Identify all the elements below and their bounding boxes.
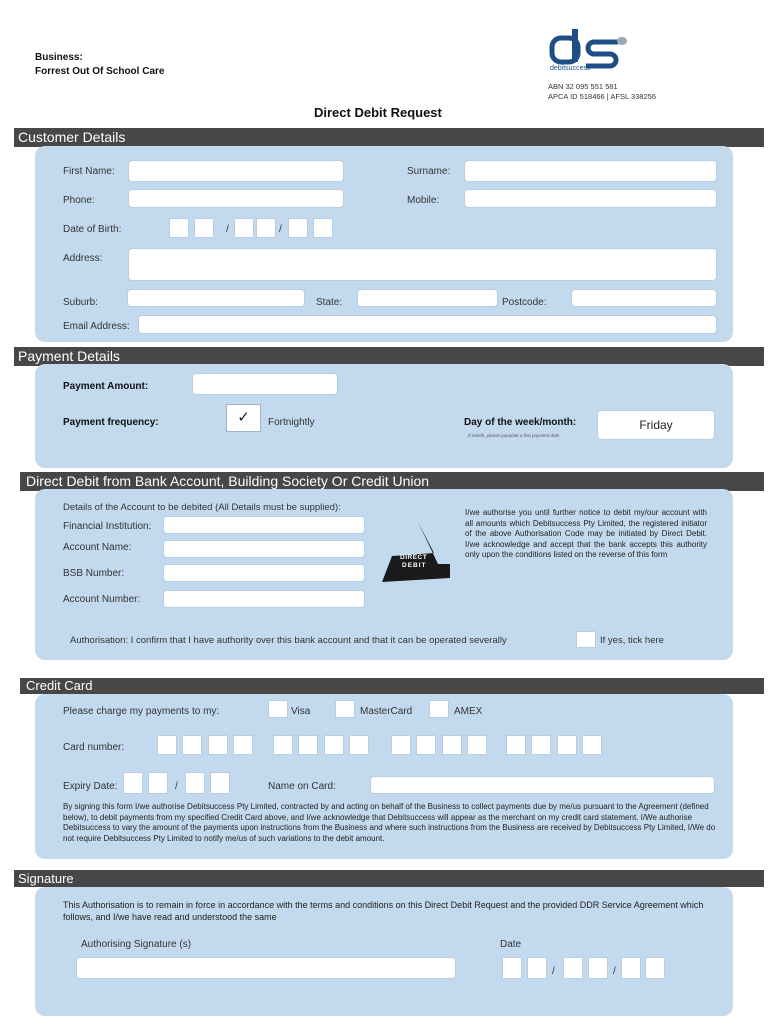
card-digit[interactable] bbox=[182, 735, 202, 755]
account-number-label: Account Number: bbox=[63, 594, 141, 605]
sign-date-slash: / bbox=[552, 966, 555, 977]
name-on-card-label: Name on Card: bbox=[268, 781, 336, 792]
first-name-input[interactable] bbox=[128, 160, 344, 182]
day-input[interactable]: Friday bbox=[597, 410, 715, 440]
suburb-label: Suburb: bbox=[63, 297, 99, 308]
payment-amount-label: Payment Amount: bbox=[63, 381, 149, 392]
card-digit[interactable] bbox=[324, 735, 344, 755]
surname-input[interactable] bbox=[464, 160, 717, 182]
bank-details-label: Details of the Account to be debited (All Details must be supplied): bbox=[63, 502, 341, 513]
dob-slash: / bbox=[279, 224, 282, 235]
account-name-input[interactable] bbox=[163, 540, 365, 558]
logo-subtext: debitsuccess bbox=[550, 65, 591, 72]
frequency-value: Fortnightly bbox=[268, 417, 315, 428]
phone-label: Phone: bbox=[63, 195, 95, 206]
card-digit[interactable] bbox=[208, 735, 228, 755]
apca-text: APCA ID 518466 | AFSL 338256 bbox=[548, 92, 656, 101]
payment-amount-input[interactable] bbox=[192, 373, 338, 395]
name-on-card-input[interactable] bbox=[370, 776, 715, 794]
expiry-year-2[interactable] bbox=[210, 772, 230, 794]
sign-date-month-1[interactable] bbox=[563, 957, 583, 979]
authorisation-text: Authorisation: I confirm that I have authority over this bank account and that it can be operated severally bbox=[70, 635, 507, 646]
payment-frequency-label: Payment frequency: bbox=[63, 417, 159, 428]
sign-date-day-1[interactable] bbox=[502, 957, 522, 979]
customer-details-heading: Customer Details bbox=[14, 128, 764, 147]
business-label: Business: bbox=[35, 52, 83, 63]
sign-date-year-1[interactable] bbox=[621, 957, 641, 979]
institution-input[interactable] bbox=[163, 516, 365, 534]
bank-authorise-text: I/we authorise you until further notice to debit my/our account with all amounts which Debitsuccess Pty Limited, the registered initiator of the above Authorisation Code may be initiated by Direct Debit. I/we acknowledge and accept that the bank accepts this authority only upon the conditions listed on the reverse of this form bbox=[465, 508, 707, 559]
card-digit[interactable] bbox=[391, 735, 411, 755]
mobile-input[interactable] bbox=[464, 189, 717, 208]
amex-label: AMEX bbox=[454, 706, 483, 717]
mobile-label: Mobile: bbox=[407, 195, 440, 206]
frequency-checkbox[interactable]: ✓ bbox=[226, 404, 261, 432]
expiry-year-1[interactable] bbox=[185, 772, 205, 794]
card-digit[interactable] bbox=[416, 735, 436, 755]
card-digit[interactable] bbox=[557, 735, 577, 755]
state-label: State: bbox=[316, 297, 343, 308]
account-number-input[interactable] bbox=[163, 590, 365, 608]
state-input[interactable] bbox=[357, 289, 498, 307]
email-input[interactable] bbox=[138, 315, 717, 334]
bsb-label: BSB Number: bbox=[63, 568, 125, 579]
address-input[interactable] bbox=[128, 248, 717, 281]
charge-label: Please charge my payments to my: bbox=[63, 706, 220, 717]
card-digit[interactable] bbox=[582, 735, 602, 755]
sign-date-year-2[interactable] bbox=[645, 957, 665, 979]
dob-day-1[interactable] bbox=[169, 218, 189, 238]
surname-label: Surname: bbox=[407, 166, 451, 177]
bank-heading: Direct Debit from Bank Account, Building Society Or Credit Union bbox=[20, 472, 764, 491]
postcode-label: Postcode: bbox=[502, 297, 547, 308]
institution-label: Financial Institution: bbox=[63, 521, 152, 532]
authorisation-checkbox[interactable] bbox=[576, 631, 596, 648]
page-title: Direct Debit Request bbox=[314, 105, 442, 120]
dob-month-1[interactable] bbox=[234, 218, 254, 238]
signature-heading: Signature bbox=[14, 870, 764, 887]
dd-logo-line1: DIRECT bbox=[400, 554, 428, 561]
card-digit[interactable] bbox=[273, 735, 293, 755]
expiry-slash: / bbox=[175, 781, 178, 792]
credit-card-heading: Credit Card bbox=[20, 678, 764, 694]
mastercard-checkbox[interactable] bbox=[335, 700, 355, 718]
sign-date-day-2[interactable] bbox=[527, 957, 547, 979]
signature-input[interactable] bbox=[76, 957, 456, 979]
card-terms-text: By signing this form I/we authorise Debitsuccess Pty Limited, contracted by and acting on behalf of the Business to collect payments due by me/us pursuant to the Agreement (defined below), to debit payments from my specified Credit Card above, and I/we acknowledge that Debitsuccess will appear as the merchant on my credit card statement. I/We authorise Debitsuccess to vary the amount of the payments upon instructions from the Business and where such instructions from the Business are received by Debitsuccess Pty Limited, I/We do not require Debitsuccess Pty Limited to notify me/us of such variations to the debit amount. bbox=[63, 802, 716, 843]
dob-year-1[interactable] bbox=[288, 218, 308, 238]
address-label: Address: bbox=[63, 253, 103, 264]
account-name-label: Account Name: bbox=[63, 542, 132, 553]
dob-label: Date of Birth: bbox=[63, 224, 122, 235]
dd-logo-line2: DEBIT bbox=[402, 562, 427, 569]
tick-here-label: If yes, tick here bbox=[600, 635, 664, 646]
visa-checkbox[interactable] bbox=[268, 700, 288, 718]
card-digit[interactable] bbox=[467, 735, 487, 755]
card-digit[interactable] bbox=[298, 735, 318, 755]
day-label: Day of the week/month: bbox=[464, 417, 577, 428]
debitsuccess-logo bbox=[548, 28, 636, 76]
direct-debit-logo bbox=[380, 520, 452, 584]
dob-year-2[interactable] bbox=[313, 218, 333, 238]
expiry-month-2[interactable] bbox=[148, 772, 168, 794]
day-note: If month, please populate a first payment date bbox=[468, 433, 560, 438]
card-digit[interactable] bbox=[157, 735, 177, 755]
card-digit[interactable] bbox=[349, 735, 369, 755]
postcode-input[interactable] bbox=[571, 289, 717, 307]
card-digit[interactable] bbox=[442, 735, 462, 755]
payment-details-heading: Payment Details bbox=[14, 347, 764, 366]
suburb-input[interactable] bbox=[127, 289, 305, 307]
date-label: Date bbox=[500, 939, 522, 950]
mastercard-label: MasterCard bbox=[360, 706, 413, 717]
abn-text: ABN 32 095 551 581 bbox=[548, 82, 618, 91]
card-digit[interactable] bbox=[233, 735, 253, 755]
bsb-input[interactable] bbox=[163, 564, 365, 582]
expiry-label: Expiry Date: bbox=[63, 781, 118, 792]
dob-month-2[interactable] bbox=[256, 218, 276, 238]
expiry-month-1[interactable] bbox=[123, 772, 143, 794]
signature-label: Authorising Signature (s) bbox=[81, 939, 192, 950]
amex-checkbox[interactable] bbox=[429, 700, 449, 718]
dob-day-2[interactable] bbox=[194, 218, 214, 238]
phone-input[interactable] bbox=[128, 189, 344, 208]
signature-statement: This Authorisation is to remain in force in accordance with the terms and conditions on this Direct Debit Request and the provided DDR Service Agreement which follows, and I/we have read and understood the same bbox=[63, 900, 704, 922]
card-digit[interactable] bbox=[531, 735, 551, 755]
dob-slash: / bbox=[226, 224, 229, 235]
card-digit[interactable] bbox=[506, 735, 526, 755]
email-label: Email Address: bbox=[63, 321, 130, 332]
sign-date-month-2[interactable] bbox=[588, 957, 608, 979]
business-name: Forrest Out Of School Care bbox=[35, 66, 165, 77]
card-number-label: Card number: bbox=[63, 742, 125, 753]
visa-label: Visa bbox=[291, 706, 311, 717]
first-name-label: First Name: bbox=[63, 166, 115, 177]
sign-date-slash: / bbox=[613, 966, 616, 977]
